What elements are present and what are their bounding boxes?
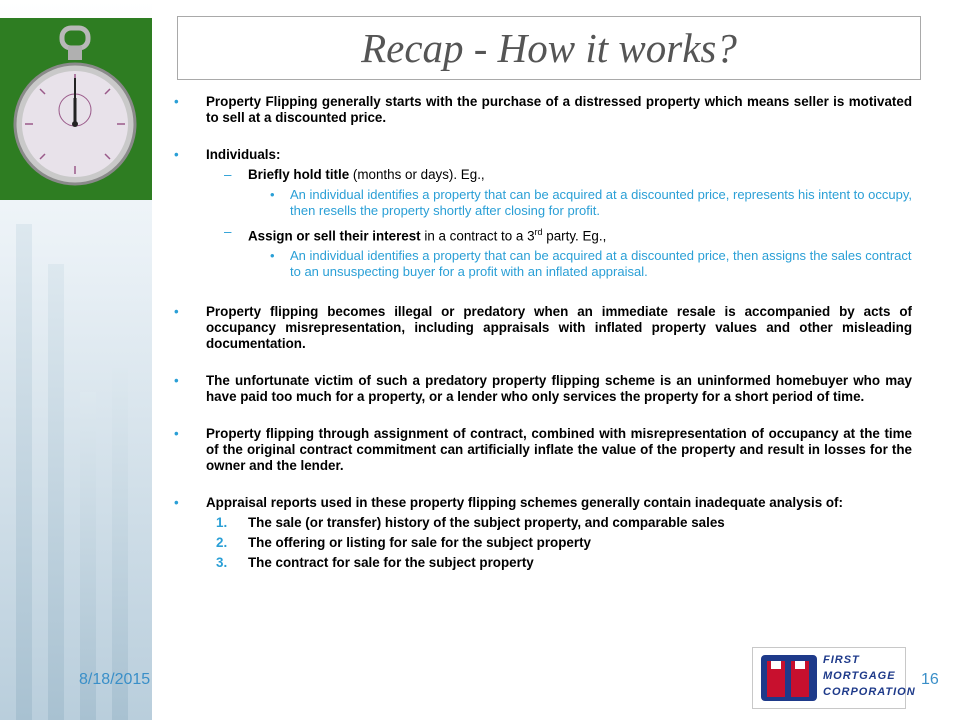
bullet-marker: • bbox=[174, 94, 179, 109]
bullet-marker: • bbox=[270, 248, 275, 264]
bullet-text: Appraisal reports used in these property flipping schemes generally contain inadequate analysis of: bbox=[206, 495, 843, 511]
stopwatch-icon bbox=[0, 18, 152, 200]
sub-bullet-text: in a contract to a 3 bbox=[420, 228, 535, 244]
bullet-item bbox=[170, 495, 912, 511]
numbered-item bbox=[170, 555, 912, 571]
example-item bbox=[170, 187, 912, 219]
logo-line-1: FIRST bbox=[823, 654, 860, 666]
bullet-marker: • bbox=[174, 304, 179, 320]
bullet-text: Property Flipping generally starts with the purchase of a distressed property which means seller is motivated to sell at a discounted price. bbox=[206, 94, 912, 125]
numbered-text: The sale (or transfer) history of the subject property, and comparable sales bbox=[248, 515, 725, 531]
bullet-item bbox=[170, 147, 912, 163]
numbered-item bbox=[170, 535, 912, 551]
numbered-item bbox=[170, 515, 912, 531]
bullet-text: Individuals: bbox=[206, 147, 281, 162]
bullet-marker: • bbox=[174, 426, 179, 442]
bullet-item bbox=[170, 426, 912, 474]
example-item bbox=[170, 248, 912, 280]
sub-bullet-text: party. Eg., bbox=[542, 228, 607, 244]
sub-bullet-bold: Assign or sell their interest bbox=[248, 228, 421, 244]
decor-bar bbox=[48, 264, 64, 720]
company-logo bbox=[752, 647, 916, 709]
number-marker: 1. bbox=[216, 515, 228, 531]
sub-bullet-bold: Briefly hold title bbox=[248, 167, 350, 182]
number-marker: 2. bbox=[216, 535, 228, 551]
slide-content bbox=[170, 94, 912, 575]
sub-bullet-text: (months or days). Eg., bbox=[349, 167, 485, 182]
logo-mark-icon bbox=[757, 649, 821, 707]
footer-date: 8/18/2015 bbox=[79, 671, 151, 688]
dash-marker: – bbox=[224, 167, 232, 182]
sub-bullet-item bbox=[170, 224, 912, 244]
superscript: rd bbox=[534, 227, 543, 237]
numbered-text: The offering or listing for sale for the subject property bbox=[248, 535, 591, 551]
bullet-marker: • bbox=[174, 147, 179, 162]
sub-bullet-item bbox=[170, 167, 912, 183]
bullet-item bbox=[170, 304, 912, 352]
decor-bar bbox=[16, 224, 32, 720]
bullet-text: Property flipping becomes illegal or predatory when an immediate resale is accompanied by acts of occupancy misrepresentation, including appraisals with inflated property values and other misleading documentation. bbox=[206, 304, 912, 352]
bullet-marker: • bbox=[174, 495, 179, 511]
stopwatch-image bbox=[0, 18, 152, 200]
page-number: 16 bbox=[921, 671, 939, 688]
example-text: An individual identifies a property that can be acquired at a discounted price, then assigns the sales contract to an unsuspecting buyer for a profit with an inflated appraisal. bbox=[290, 248, 912, 280]
bullet-marker: • bbox=[270, 187, 275, 202]
slide-title: Recap - How it works? bbox=[361, 25, 737, 71]
number-marker: 3. bbox=[216, 555, 228, 571]
logo-line-3: CORPORATION bbox=[823, 686, 916, 698]
logo-line-2: MORTGAGE bbox=[823, 670, 896, 682]
dash-marker: – bbox=[224, 224, 232, 239]
bullet-text: The unfortunate victim of such a predatory property flipping scheme is an uninformed homebuyer who may have paid too much for a property, or a lender who only services the property for a short period of time. bbox=[206, 373, 912, 405]
numbered-text: The contract for sale for the subject property bbox=[248, 555, 534, 571]
bullet-item bbox=[170, 373, 912, 405]
bullet-marker: • bbox=[174, 373, 179, 389]
title-box bbox=[177, 16, 921, 80]
example-text: An individual identifies a property that can be acquired at a discounted price, represents his intent to occupy, then resells the property shortly after closing for profit. bbox=[290, 187, 912, 218]
decor-bar bbox=[112, 368, 128, 720]
bullet-item bbox=[170, 94, 912, 126]
bullet-text: Property flipping through assignment of contract, combined with misrepresentation of occupancy at the time of the original contract commitment can artificially inflate the value of the property and result in losses for the owner and the lender. bbox=[206, 426, 912, 474]
